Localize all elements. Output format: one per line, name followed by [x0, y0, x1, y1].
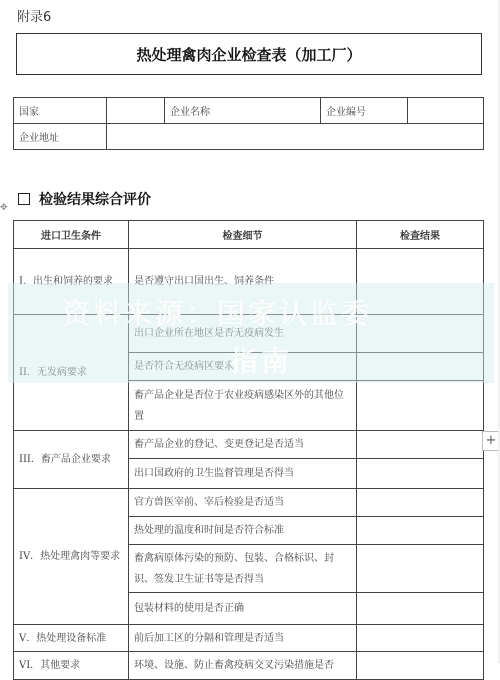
detail-cell: 畜产品企业的登记、变更登记是否适当 [129, 431, 357, 459]
country-label: 国家 [14, 98, 107, 124]
detail-cell: 畜产品企业是否位于农业疫病感染区外的其他位置 [129, 381, 357, 431]
detail-cell: 出口企业所在地区是否无疫病发生 [129, 315, 357, 353]
detail-cell: 官方兽医宰前、宰后检验是否适当 [129, 489, 357, 517]
add-row-icon[interactable]: + [482, 431, 500, 451]
result-cell[interactable] [357, 249, 484, 315]
detail-cell: 热处理的温度和时间是否符合标准 [129, 517, 357, 545]
form-title: 热处理禽肉企业检查表（加工厂） [16, 33, 482, 75]
address-value[interactable] [107, 124, 484, 150]
table-row [14, 652, 484, 680]
detail-cell: 是否符合无疫病区要求 [129, 353, 357, 381]
detail-cell: 包装材料的使用是否正确 [129, 593, 357, 625]
result-cell[interactable] [357, 652, 484, 680]
category-cell: I．出生和饲养的要求 [14, 249, 129, 315]
address-label: 企业地址 [14, 124, 107, 150]
section-heading-text: 检验结果综合评价 [39, 192, 151, 208]
watermark-text-2: 指南 [230, 345, 293, 378]
result-cell[interactable] [357, 545, 484, 593]
company-number-value[interactable] [408, 98, 484, 124]
info-row-2 [14, 124, 484, 150]
checkbox-icon[interactable] [18, 193, 30, 205]
category-cell: II．无发病要求 [14, 315, 129, 431]
table-row [14, 431, 484, 459]
table-row [14, 489, 484, 517]
result-cell[interactable] [357, 353, 484, 381]
category-cell: IV．热处理禽肉等要求 [14, 489, 129, 625]
table-header-row [14, 221, 484, 249]
header-import-conditions: 进口卫生条件 [14, 221, 129, 249]
result-cell[interactable] [357, 489, 484, 517]
appendix-label: 附录6 [17, 10, 52, 25]
table-row [14, 625, 484, 652]
info-row-1 [14, 98, 484, 124]
result-cell[interactable] [357, 625, 484, 652]
category-cell: VI．其他要求 [14, 652, 129, 680]
result-cell[interactable] [357, 381, 484, 431]
result-cell[interactable] [357, 459, 484, 489]
detail-cell: 前后加工区的分隔和管理是否适当 [129, 625, 357, 652]
detail-cell: 畜禽病原体污染的预防、包装、合格标识、封识、签发卫生证书等是否得当 [129, 545, 357, 593]
table-move-handle-icon[interactable]: ✥ [0, 203, 8, 213]
header-inspection-details: 检查细节 [129, 221, 357, 249]
category-cell: III．畜产品企业要求 [14, 431, 129, 489]
company-name-label: 企业名称 [165, 98, 321, 124]
detail-cell: 环境、设施、防止畜禽疫病交叉污染措施是否 [129, 652, 357, 680]
watermark-text-1: 资料来源：国家认监委 [62, 297, 373, 330]
result-cell[interactable] [357, 517, 484, 545]
category-cell: V．热处理设备标准 [14, 625, 129, 652]
country-value[interactable] [107, 98, 165, 124]
result-cell[interactable] [357, 315, 484, 353]
section-heading [18, 189, 151, 209]
header-inspection-result: 检查结果 [357, 221, 484, 249]
company-number-label: 企业编号 [321, 98, 408, 124]
company-info-table [13, 97, 484, 150]
inspection-table [13, 220, 484, 680]
detail-cell: 出口国政府的卫生监督管理是否得当 [129, 459, 357, 489]
result-cell[interactable] [357, 431, 484, 459]
detail-cell: 是否遵守出口国出生、饲养条件 [129, 249, 357, 315]
result-cell[interactable] [357, 593, 484, 625]
